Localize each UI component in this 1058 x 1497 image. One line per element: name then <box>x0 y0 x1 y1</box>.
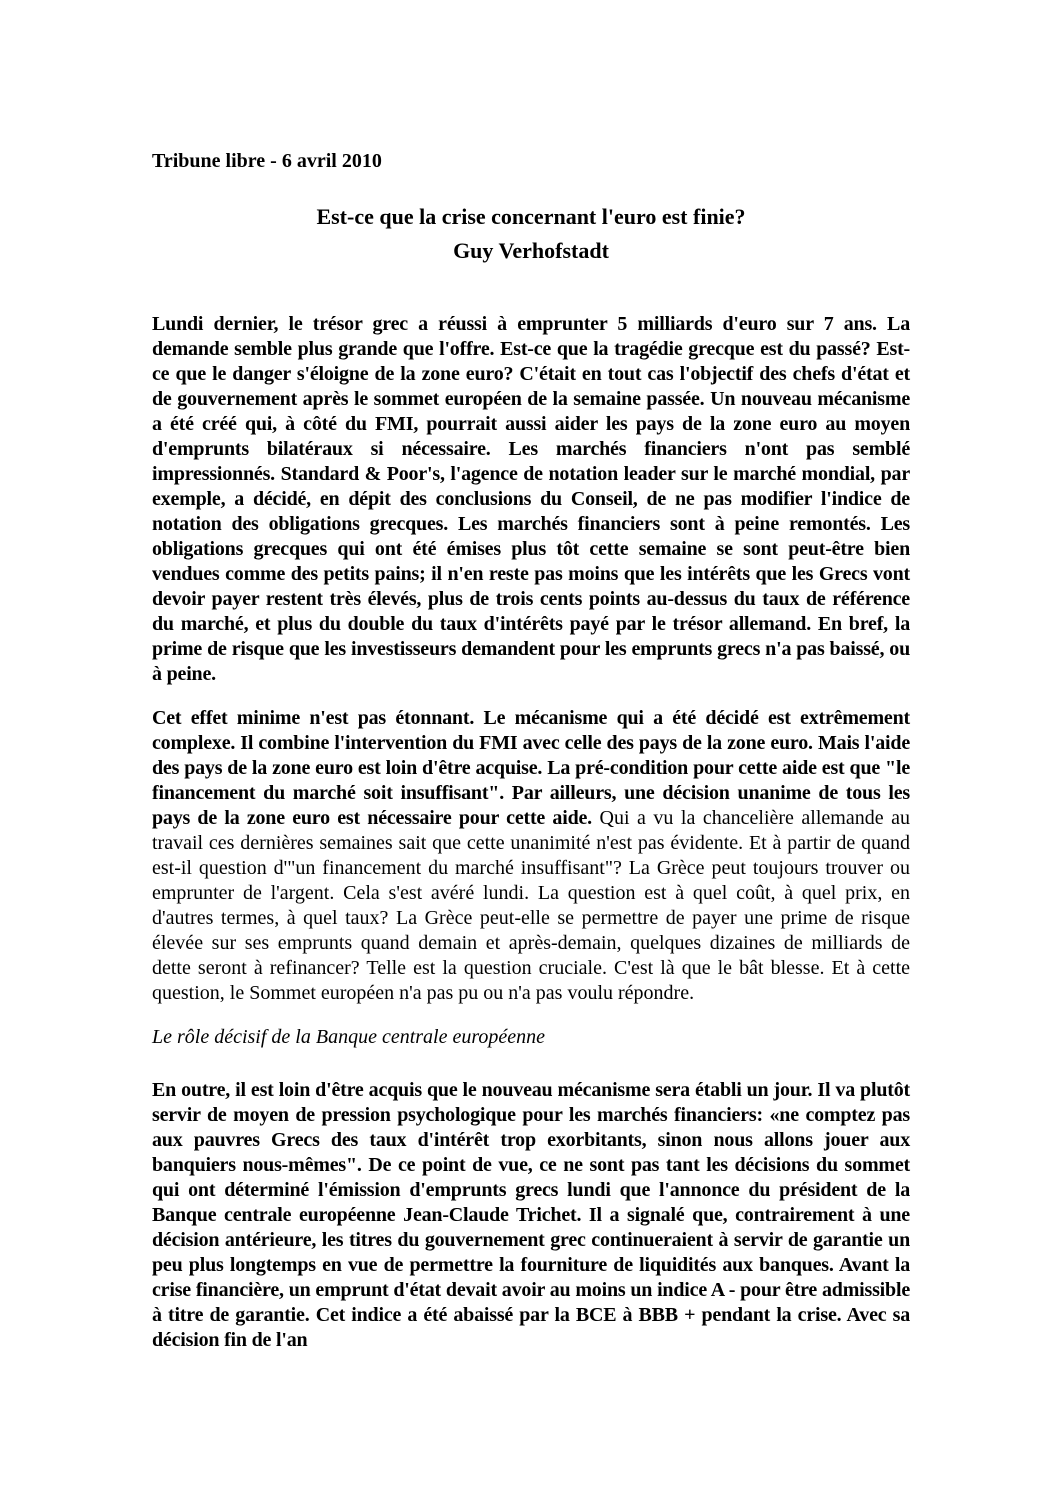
paragraph-2-bold-part: Cet effet minime n'est pas étonnant. Le mécanisme qui a été décidé est extrêmement complexe. Il combine l'intervention du FMI avec celle des pays de la zone euro. Mais l'aide des pays de la zone euro est loin d'être acquise. La pré-condition pour cette aide est que "le financement du marché soit insuffisant". Par ailleurs, une décision unanime de tous les pays de la zone euro est nécessaire pour cette aide. <box>152 707 910 829</box>
paragraph-1: Lundi dernier, le trésor grec a réussi à emprunter 5 milliards d'euro sur 7 ans. La demande semble plus grande que l'offre. Est-ce que la tragédie grecque est du passé? Est-ce que le danger s'éloigne de la zone euro? C'était en tout cas l'objectif des chefs d'état et de gouvernement après le sommet européen de la semaine passée. Un nouveau mécanisme a été créé qui, à côté du FMI, pourrait aussi aider les pays de la zone euro au moyen d'emprunts bilatéraux si nécessaire. Les marchés financiers n'ont pas semblé impressionnés. Standard & Poor's, l'agence de notation leader sur le marché mondial, par exemple, a décidé, en dépit des conclusions du Conseil, de ne pas modifier l'indice de notation des obligations grecques. Les marchés financiers sont à peine remontés. Les obligations grecques qui ont été émises plus tôt cette semaine se sont peut-être bien vendues comme des petits pains; il n'en reste pas moins que les intérêts que les Grecs vont devoir payer restent très élevés, plus de trois cents points au-dessus du taux de référence du marché, et plus du double du taux d'intérêts payé par le trésor allemand. En bref, la prime de risque que les investisseurs demandent pour les emprunts grecs n'a pas baissé, ou à peine. <box>152 313 910 685</box>
paragraph-3: En outre, il est loin d'être acquis que le nouveau mécanisme sera établi un jour. Il va plutôt servir de moyen de pression psychologique pour les marchés financiers: «ne comptez pas aux pauvres Grecs des taux d'intérêt trop exorbitants, sinon nous allons jouer aux banquiers nous-mêmes". De ce point de vue, ce ne sont pas tant les décisions du sommet qui ont déterminé l'émission d'emprunts grecs lundi que l'annonce du président de la Banque centrale européenne Jean-Claude Trichet. Il a signalé que, contrairement à une décision antérieure, les titres du gouvernement grec continueraient à servir de garantie un peu plus longtemps en vue de permettre la fourniture de liquidités aux banques. Avant la crise financière, un emprunt d'état devait avoir au moins un indice A - pour être admissible à titre de garantie. Cet indice a été abaissé par la BCE à BBB + pendant la crise. Avec sa décision fin de l'an <box>152 1079 910 1351</box>
section-heading: Le rôle décisif de la Banque centrale européenne <box>152 1026 546 1048</box>
paragraph-2-regular-part: Qui a vu la chancelière allemande au travail ces dernières semaines sait que cette unanimité n'est pas évidente. Et à partir de quand est-il question d'"un financement du marché insuffisant"? La Grèce peut toujours trouver ou emprunter de l'argent. Cela s'est avéré lundi. La question est à quel coût, à quel prix, en d'autres termes, à quel taux? La Grèce peut-elle se permettre de payer une prime de risque élevée sur ses emprunts quand demain et après-demain, quelques dizaines de milliards de dette seront à refinancer? Telle est la question cruciale. C'est là que le bât blesse. Et à cette question, le Sommet européen n'a pas pu ou n'a pas voulu répondre. <box>152 807 910 1004</box>
document-title <box>152 200 910 268</box>
title-line-1: Est-ce que la crise concernant l'euro est finie? <box>316 204 746 229</box>
paragraph-2 <box>152 706 910 1006</box>
document-body <box>152 312 910 1353</box>
kicker-dateline: Tribune libre - 6 avril 2010 <box>152 150 382 172</box>
title-line-2-author: Guy Verhofstadt <box>453 238 609 263</box>
